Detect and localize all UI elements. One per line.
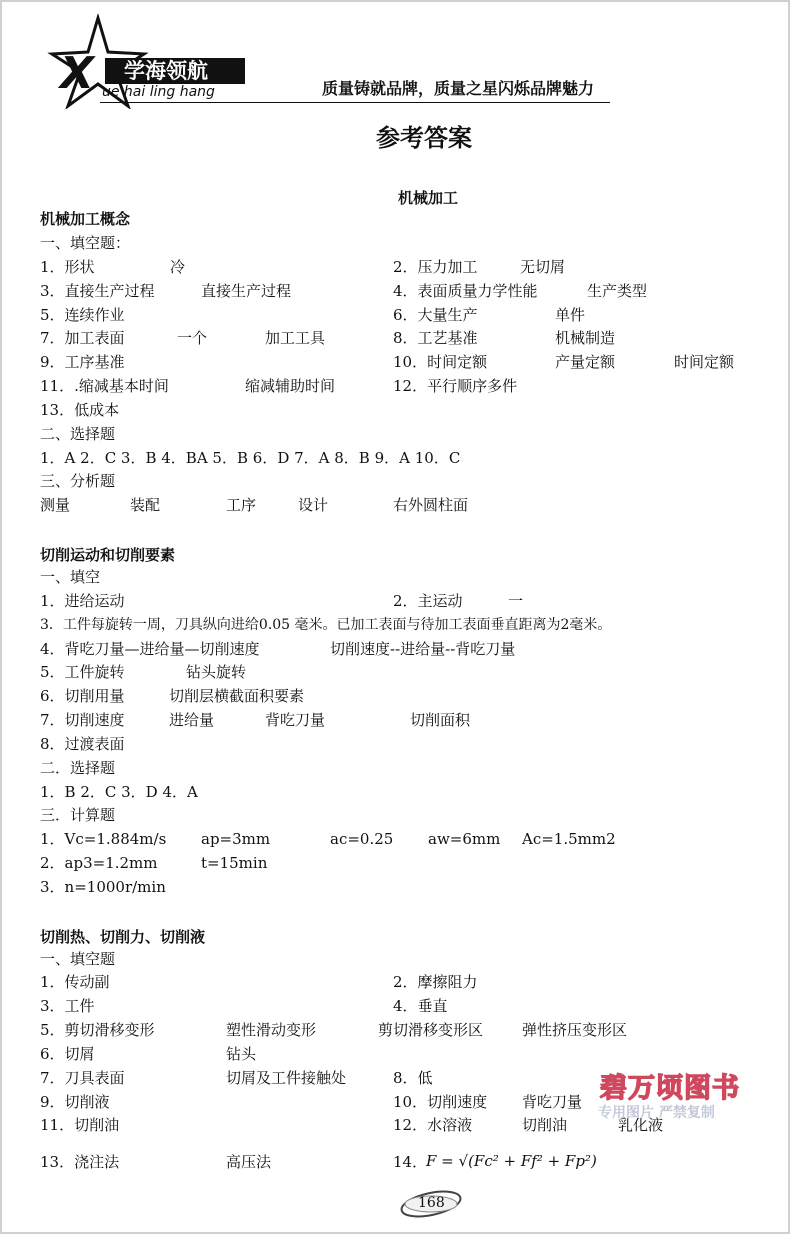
answer: 10．切削速度 <box>393 1093 488 1111</box>
answer: 2．压力加工 <box>393 258 478 276</box>
section-subtitle: 机械加工 <box>398 189 459 207</box>
page-number: 168 <box>418 1195 445 1211</box>
answer: 3．工件 <box>40 997 95 1015</box>
answer: 工序 <box>226 496 257 514</box>
answer: 13．浇注法 <box>40 1153 120 1171</box>
answer: 右外圆柱面 <box>393 496 469 514</box>
answer: t=15min <box>201 854 268 872</box>
answer: 单件 <box>555 306 586 324</box>
answer: 4．垂直 <box>393 997 448 1015</box>
answer: 3．工件每旋转一周，刀具纵向进给0.05 毫米。已加工表面与待加工表面垂直距离为2毫米。 <box>40 617 612 633</box>
answer: 8．工艺基准 <box>393 329 478 347</box>
answer: 4．表面质量力学性能 <box>393 282 538 300</box>
answer: 无切屑 <box>520 258 566 276</box>
answer: 5．连续作业 <box>40 306 125 324</box>
watermark-text: 碧万顷图书 <box>600 1073 740 1104</box>
answer: 背吃刀量 <box>522 1093 583 1111</box>
answer: 10．时间定额 <box>393 353 488 371</box>
answer: 弹性挤压变形区 <box>522 1021 628 1039</box>
answer: 12．水溶液 <box>393 1116 473 1134</box>
part-label: 三．计算题 <box>40 806 116 824</box>
slogan: 质量铸就品牌，质量之星闪烁品牌魅力 <box>322 79 595 98</box>
brand-name: 学海领航 <box>124 59 208 83</box>
answer: 1．传动副 <box>40 973 110 991</box>
answer: 11．切削油 <box>40 1116 120 1134</box>
answer: 一 <box>508 592 524 610</box>
page-title: 参考答案 <box>376 123 472 152</box>
answer: 切削油 <box>522 1116 568 1134</box>
answer: 一个 <box>177 329 208 347</box>
header-rule <box>100 102 610 103</box>
answer: 5．工件旋转 <box>40 663 125 681</box>
answer: 冷 <box>170 258 186 276</box>
watermark-stamp <box>594 1066 772 1122</box>
watermark-subtext: 专用图片 严禁复制 <box>598 1105 715 1121</box>
answer: 乳化液 <box>618 1116 664 1134</box>
answer: ap=3mm <box>201 830 271 848</box>
page-number-badge <box>396 1184 466 1224</box>
part-label: 一、填空题： <box>40 234 131 252</box>
answer: 缩减辅助时间 <box>245 377 336 395</box>
answer: Ac=1.5mm2 <box>522 830 616 848</box>
part-label: 二．选择题 <box>40 759 116 777</box>
answer: 8．低 <box>393 1069 433 1087</box>
part-label: 一、填空 <box>40 568 101 586</box>
answer: 3．直接生产过程 <box>40 282 155 300</box>
answer: 13．低成本 <box>40 401 120 419</box>
answer: 加工工具 <box>265 329 326 347</box>
section-heading: 切削热、切削力、切削液 <box>40 928 206 946</box>
answer: 4．背吃刀量—进给量—切削速度 <box>40 640 260 658</box>
answer: 2．ap3=1.2mm <box>40 854 158 872</box>
answer: 钻头旋转 <box>186 663 247 681</box>
answer: 高压法 <box>226 1153 272 1171</box>
answer: 产量定额 <box>555 353 616 371</box>
answer: 2．主运动 <box>393 592 463 610</box>
answer: 3．n=1000r/min <box>40 878 166 896</box>
answer: 6．切削用量 <box>40 687 125 705</box>
answer: 6．大量生产 <box>393 306 478 324</box>
choice-answers: 1．A 2．C 3．B 4．BA 5．B 6．D 7．A 8．B 9．A 10．C <box>40 449 461 467</box>
answer: 切削层横截面积要素 <box>169 687 305 705</box>
answer: 2．摩擦阻力 <box>393 973 478 991</box>
answer: aw=6mm <box>428 830 501 848</box>
answer: 7．刀具表面 <box>40 1069 125 1087</box>
section-heading: 机械加工概念 <box>40 210 131 228</box>
answer: 钻头 <box>226 1045 257 1063</box>
answer: 塑性滑动变形 <box>226 1021 317 1039</box>
part-label: 三、分析题 <box>40 472 116 490</box>
answer: 切削速度--进给量--背吃刀量 <box>330 640 516 658</box>
answer: 装配 <box>130 496 161 514</box>
force-formula: F = √(Fc² + Ff² + Fp²) <box>426 1152 597 1170</box>
answer: 6．切屑 <box>40 1045 95 1063</box>
answer: 直接生产过程 <box>201 282 292 300</box>
answer: 切削面积 <box>410 711 471 729</box>
section-heading: 切削运动和切削要素 <box>40 546 176 564</box>
answer: 12．平行顺序多件 <box>393 377 518 395</box>
answer: 14． <box>393 1153 428 1171</box>
answer: 7．切削速度 <box>40 711 125 729</box>
answer: 设计 <box>298 496 329 514</box>
answer: 机械制造 <box>555 329 616 347</box>
answer: 5．剪切滑移变形 <box>40 1021 155 1039</box>
brand-pinyin: ue hai ling hang <box>102 84 215 100</box>
answer: 7．加工表面 <box>40 329 125 347</box>
part-label: 一、填空题 <box>40 950 116 968</box>
answer: 进给量 <box>169 711 215 729</box>
answer: 背吃刀量 <box>265 711 326 729</box>
answer: 1．进给运动 <box>40 592 125 610</box>
answer: 时间定额 <box>674 353 735 371</box>
answer: 1．形状 <box>40 258 95 276</box>
answer: 11．.缩减基本时间 <box>40 377 169 395</box>
answer: 测量 <box>40 496 71 514</box>
logo-letter: X <box>60 48 94 99</box>
answer: ac=0.25 <box>330 830 394 848</box>
choice-answers: 1．B 2．C 3．D 4．A <box>40 783 198 801</box>
answer: 切屑及工件接触处 <box>226 1069 347 1087</box>
answer: 1．Vc=1.884m/s <box>40 830 167 848</box>
answer: 8．过渡表面 <box>40 735 125 753</box>
answer: 剪切滑移变形区 <box>378 1021 484 1039</box>
answer: 生产类型 <box>587 282 648 300</box>
part-label: 二、选择题 <box>40 425 116 443</box>
answer: 9．工序基准 <box>40 353 125 371</box>
answer: 9．切削液 <box>40 1093 110 1111</box>
